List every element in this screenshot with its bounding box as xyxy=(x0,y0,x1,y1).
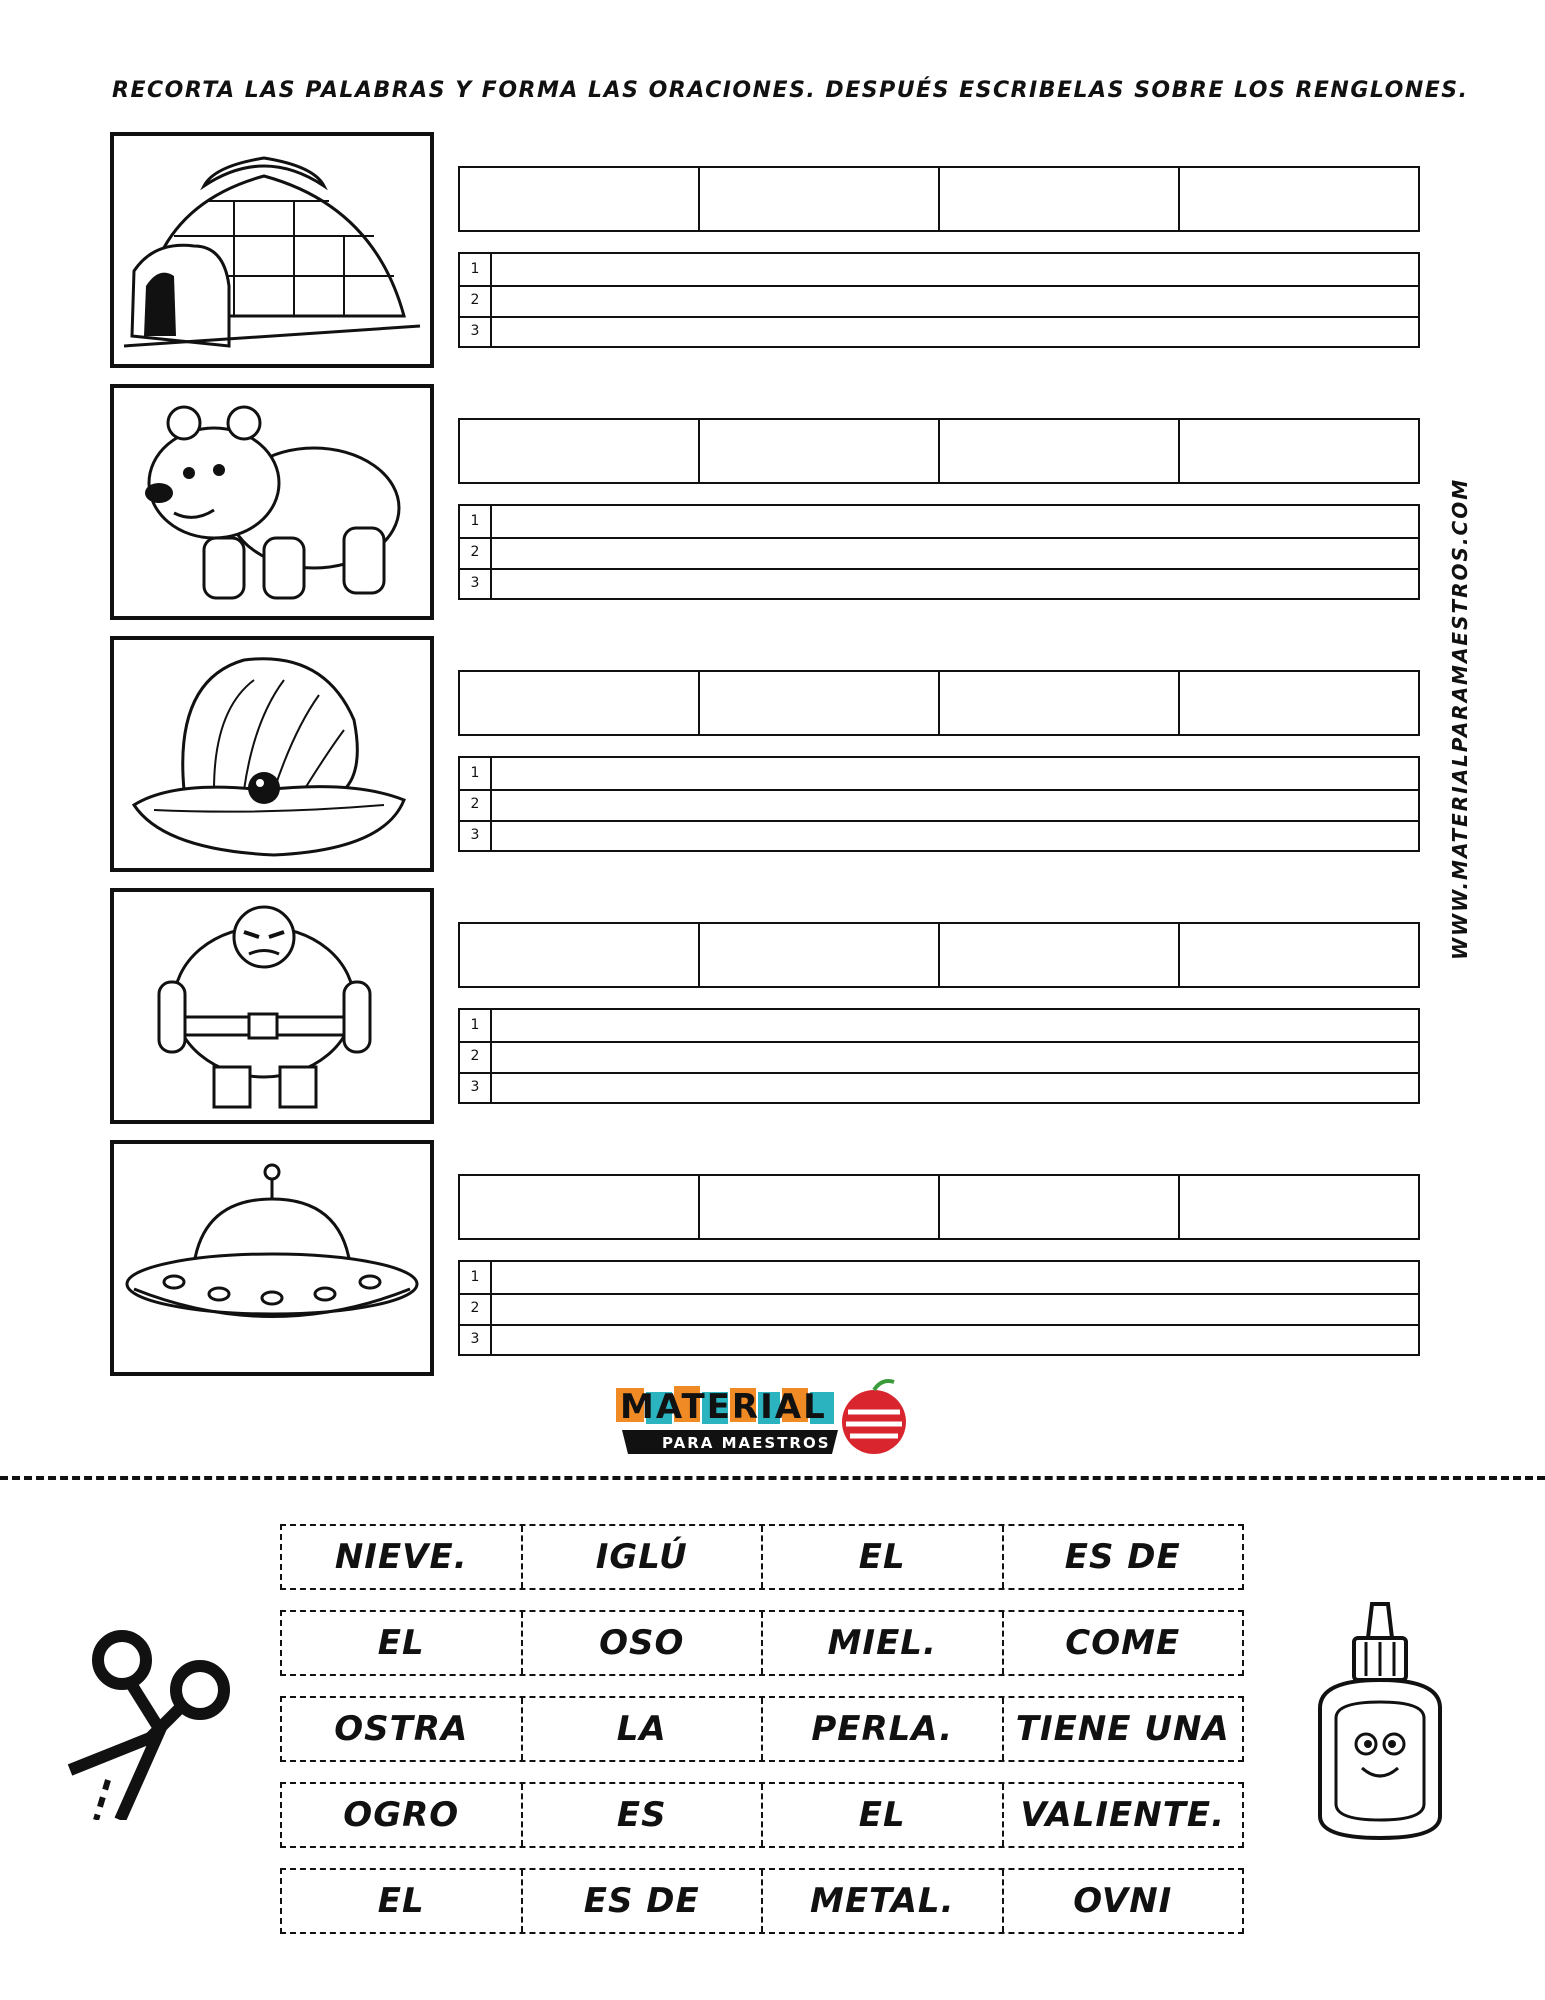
website-url: WWW.MATERIALPARAMAESTROS.COM xyxy=(1448,477,1472,960)
line-number: 2 xyxy=(460,1293,492,1324)
word-card[interactable]: ES xyxy=(523,1784,764,1846)
writing-lines xyxy=(458,1260,1420,1356)
igloo-icon xyxy=(110,132,434,368)
logo-sub: PARA MAESTROS xyxy=(662,1434,831,1452)
word-boxes xyxy=(458,922,1420,988)
cut-line xyxy=(0,1476,1545,1480)
word-card[interactable]: EL xyxy=(763,1526,1004,1588)
word-card[interactable]: MIEL. xyxy=(763,1612,1004,1674)
line-number: 1 xyxy=(460,758,492,789)
polar-bear-icon xyxy=(110,384,434,620)
writing-lines xyxy=(458,1008,1420,1104)
exercise-row-ufo xyxy=(110,1140,1420,1376)
logo-word: MATERIAL xyxy=(620,1387,827,1427)
word-card[interactable]: VALIENTE. xyxy=(1020,1795,1226,1835)
oyster-pearl-icon xyxy=(110,636,434,872)
word-boxes xyxy=(458,670,1420,736)
word-card[interactable]: METAL. xyxy=(763,1870,1004,1932)
word-card-row xyxy=(280,1524,1244,1590)
word-card-row xyxy=(280,1610,1244,1676)
word-cards-grid xyxy=(280,1524,1244,1954)
scissors-icon xyxy=(60,1620,240,1820)
word-card[interactable]: EL xyxy=(282,1870,523,1932)
line-number: 1 xyxy=(460,1010,492,1041)
glue-bottle-icon xyxy=(1300,1598,1460,1844)
word-card[interactable]: NIEVE. xyxy=(282,1526,523,1588)
line-number: 1 xyxy=(460,506,492,537)
line-number: 2 xyxy=(460,285,492,316)
word-card[interactable]: OGRO xyxy=(282,1784,523,1846)
word-card[interactable]: EL xyxy=(282,1612,523,1674)
exercise-row-oyster xyxy=(110,636,1420,872)
writing-lines xyxy=(458,756,1420,852)
exercise-row-igloo xyxy=(110,132,1420,368)
word-card-row xyxy=(280,1782,1244,1848)
line-number: 3 xyxy=(460,316,492,347)
word-card[interactable]: COME xyxy=(1065,1623,1181,1663)
line-number: 1 xyxy=(460,1262,492,1293)
word-card[interactable]: OVNI xyxy=(1073,1881,1173,1921)
line-number: 2 xyxy=(460,1041,492,1072)
word-boxes xyxy=(458,418,1420,484)
line-number: 3 xyxy=(460,820,492,851)
writing-lines xyxy=(458,252,1420,348)
word-card[interactable]: LA xyxy=(523,1698,764,1760)
word-boxes xyxy=(458,1174,1420,1240)
ogre-icon xyxy=(110,888,434,1124)
material-para-maestros-logo xyxy=(612,1378,922,1462)
instruction-text: RECORTA LAS PALABRAS Y FORMA LAS ORACIONES. DESPUÉS ESCRIBELAS SOBRE LOS RENGLONES. xyxy=(112,78,1469,103)
line-number: 2 xyxy=(460,789,492,820)
line-number: 2 xyxy=(460,537,492,568)
word-boxes xyxy=(458,166,1420,232)
line-number: 3 xyxy=(460,1072,492,1103)
word-card[interactable]: PERLA. xyxy=(763,1698,1004,1760)
exercise-row-bear xyxy=(110,384,1420,620)
word-card[interactable]: EL xyxy=(763,1784,1004,1846)
writing-lines xyxy=(458,504,1420,600)
word-card[interactable]: TIENE UNA xyxy=(1015,1709,1230,1749)
line-number: 1 xyxy=(460,254,492,285)
line-number: 3 xyxy=(460,1324,492,1355)
word-card[interactable]: OSO xyxy=(523,1612,764,1674)
word-card-row xyxy=(280,1696,1244,1762)
word-card[interactable]: IGLÚ xyxy=(523,1526,764,1588)
line-number: 3 xyxy=(460,568,492,599)
exercise-row-ogre xyxy=(110,888,1420,1124)
word-card-row xyxy=(280,1868,1244,1934)
word-card[interactable]: ES DE xyxy=(523,1870,764,1932)
word-card[interactable]: OSTRA xyxy=(282,1698,523,1760)
word-card[interactable]: ES DE xyxy=(1064,1537,1181,1577)
ufo-icon xyxy=(110,1140,434,1376)
